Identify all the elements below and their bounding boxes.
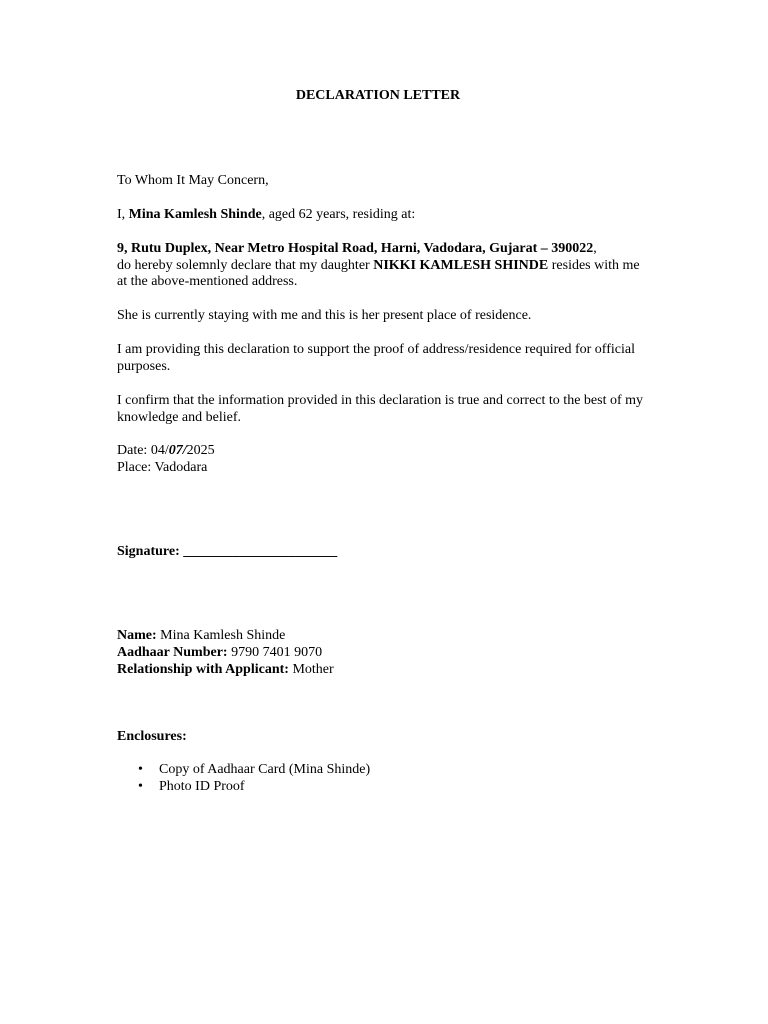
daughter-name: NIKKI KAMLESH SHINDE <box>373 258 549 273</box>
confirm-paragraph-line-1: I confirm that the information provided in this declaration is true and correct to the best of my <box>117 393 644 408</box>
confirm-paragraph-line-2: knowledge and belief. <box>117 410 242 425</box>
declarant-name: Mina Kamlesh Shinde <box>128 207 262 222</box>
date-line <box>117 442 215 459</box>
address-line <box>117 240 597 257</box>
date-year: 2025 <box>186 443 215 458</box>
relationship-value: Mother <box>288 662 334 677</box>
intro-line <box>117 206 415 223</box>
date-day: 04/ <box>150 443 169 458</box>
enclosures-label: Enclosures: <box>117 729 187 744</box>
signature-line <box>117 543 337 560</box>
name-value: Mina Kamlesh Shinde <box>156 628 286 643</box>
address-comma: , <box>593 241 597 256</box>
enclosures-list <box>117 761 370 795</box>
enclosure-item-photo-id: Photo ID Proof <box>159 779 245 794</box>
name-label: Name: <box>117 628 157 643</box>
bullet-icon: • <box>138 779 143 794</box>
salutation: To Whom It May Concern, <box>117 173 269 188</box>
relationship-detail <box>117 661 334 678</box>
declare-suffix: resides with me <box>548 258 640 273</box>
signature-label: Signature: <box>117 544 184 559</box>
place-line: Place: Vadodara <box>117 460 208 475</box>
bullet-icon: • <box>138 762 143 777</box>
declare-line-2: at the above-mentioned address. <box>117 274 298 289</box>
aadhaar-label: Aadhaar Number: <box>117 645 228 660</box>
list-item <box>117 778 370 795</box>
enclosure-item-aadhaar: Copy of Aadhaar Card (Mina Shinde) <box>159 762 371 777</box>
date-label: Date: <box>117 443 151 458</box>
purpose-paragraph-line-2: purposes. <box>117 359 171 374</box>
name-detail <box>117 627 285 644</box>
relationship-label: Relationship with Applicant: <box>117 662 289 677</box>
aadhaar-value: 9790 7401 9070 <box>227 645 323 660</box>
purpose-paragraph-line-1: I am providing this declaration to support the proof of address/residence required for official <box>117 342 635 357</box>
declare-prefix: do hereby solemnly declare that my daughter <box>117 258 374 273</box>
intro-prefix: I, <box>117 207 129 222</box>
declare-line-1 <box>117 257 640 274</box>
letter-title: DECLARATION LETTER <box>295 88 461 103</box>
list-item <box>117 761 370 778</box>
enclosures-heading <box>117 728 187 745</box>
aadhaar-detail <box>117 644 322 661</box>
staying-paragraph: She is currently staying with me and this is her present place of residence. <box>117 308 532 323</box>
intro-suffix: , aged 62 years, residing at: <box>261 207 416 222</box>
date-month: 07/ <box>168 443 187 458</box>
residence-address: 9, Rutu Duplex, Near Metro Hospital Road, Harni, Vadodara, Gujarat – 390022 <box>117 241 594 256</box>
signature-blank: ______________________ <box>183 544 338 559</box>
